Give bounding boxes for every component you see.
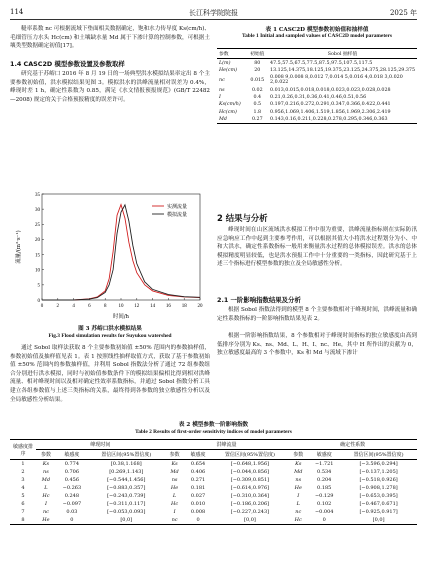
table-row (217, 116, 417, 124)
t2-cell: 0.654 (190, 461, 206, 467)
t2-cell: [−0.544,1.456] (107, 477, 146, 483)
t2-sub-ci: 置信区间(95%置信度) (88, 450, 165, 460)
t2-cell: Ks (171, 461, 178, 467)
t1-cell-sobol: 0.956,1.069,1.406,1.519,1.856,1.969,2.306,2.419 (270, 109, 391, 115)
t2-cell-rank: 3 (21, 477, 25, 483)
x-tick-label: 14 (150, 304, 156, 309)
t2-cell: Md (41, 477, 51, 483)
x-tick-label: 16 (165, 304, 171, 309)
x-tick-label: 8 (103, 304, 107, 309)
right-paragraph-2: 根据 Sobol 指数法得到的模型 8 个主要参数相对于峰现时间，洪峰流量和确定性系数指标的一阶影响指数结果见表 2。 (217, 307, 417, 322)
t2-cell: I (173, 509, 176, 515)
x-axis-label: 时间/h (112, 314, 130, 320)
table-row (217, 94, 417, 101)
t2-cell: −0.263 (62, 485, 82, 491)
t2-cell-rank: 2 (21, 469, 25, 475)
table-1-caption-en: Table 1 Initial and sampled values of CASC2D model parameters (242, 33, 392, 39)
t2-cell: I (44, 501, 47, 507)
table-row (10, 476, 417, 484)
t1-cell-sobol: 0.143,0.16,0.211,0.228,0.278,0.295,0.346,0.363 (268, 116, 417, 124)
figure-3-caption-en: Fig.3 Flood simulation results for Suyukou watershed (48, 333, 172, 339)
y-tick-label: 20 (35, 238, 40, 244)
t2-cell: [−0.309,0.851] (230, 477, 270, 483)
t1-cell-param: Ks(cm/h) (219, 102, 241, 108)
legend-label-1: 模拟流量 (167, 211, 188, 218)
t2-cell: [−0.137,1.205] (359, 469, 398, 475)
t2-cell: He (294, 485, 302, 491)
t1-cell-param: Hc(cm) (219, 109, 237, 115)
t2-cell: −0.097 (62, 501, 82, 507)
t2-cell-rank: 6 (21, 501, 25, 507)
t2-cell: 0.008 (190, 509, 206, 515)
y-tick-label: 15 (35, 253, 40, 259)
t2-cell: [−0.925,0.917] (359, 509, 398, 515)
t2-sub-sens: 敏感度 (56, 450, 88, 460)
t2-cell: 0.102 (317, 501, 332, 507)
t2-cell: Hc (171, 501, 179, 507)
t2-cell: I (297, 493, 300, 499)
series-line-1 (42, 205, 200, 300)
table-row (10, 484, 417, 492)
t2-cell: [−0.053,0.093] (107, 509, 146, 515)
t2-cell-rank: 5 (21, 493, 25, 499)
t2-cell: [0,0] (212, 516, 289, 525)
t2-cell: [−0.227,0.243] (230, 509, 270, 515)
plot-frame (42, 194, 200, 300)
t2-sub-param: 参数 (288, 450, 308, 460)
journal-name: 长江科学院院报 (189, 9, 238, 17)
t1-cell-initial: 0.5 (253, 102, 262, 108)
t2-cell: 0.027 (190, 493, 206, 499)
t2-cell: [−0.518,0.926] (359, 477, 398, 483)
t1-cell-param: He(cm) (219, 67, 238, 73)
t2-cell: [−0.311,0.117] (107, 501, 146, 507)
t2-cell: nc (295, 509, 302, 515)
table-2-caption-en: Table 2 Results of first-order sensitivity indices of model parameters (135, 429, 292, 435)
t2-cell: L (172, 493, 177, 499)
table-row (217, 74, 417, 86)
table-row (217, 67, 417, 74)
x-tick-label: 2 (56, 304, 60, 309)
t2-cell: −0.004 (314, 509, 334, 515)
t2-sub-param: 参数 (165, 450, 185, 460)
t2-cell: −0.129 (314, 493, 334, 499)
t1-cell-sobol: 0.21,0.26,0.31,0.36,0.41,0.46,0.51,0.56 (270, 95, 367, 101)
x-tick-label: 18 (181, 304, 187, 309)
table-2-caption-cn: 表 2 模型参数一阶影响指数 (178, 422, 249, 428)
t2-cell-rank: 7 (21, 509, 25, 515)
t2-sub-param: 参数 (36, 450, 56, 460)
t2-cell: 0.456 (64, 477, 80, 483)
table-1 (217, 48, 417, 124)
t2-cell-rank: 8 (10, 516, 36, 525)
t2-cell: ns (295, 477, 302, 483)
t1-cell-initial: 1.8 (253, 109, 262, 115)
t2-cell: ns (171, 477, 178, 483)
t2-cell: 0 (185, 516, 212, 525)
t2-cell: 0 (56, 516, 88, 525)
t2-cell: [−0.044,0.856] (230, 469, 270, 475)
t2-cell: [−0.908,1.278] (359, 485, 398, 491)
t2-cell: L (296, 501, 300, 507)
x-tick-label: 10 (118, 304, 124, 309)
t1-header-initial: 初始值 (247, 49, 269, 59)
t1-cell-initial: 20 (254, 67, 261, 73)
table-row (10, 460, 417, 469)
section-1-4-heading: 1.4 CASC2D 模型参数设置及参数取样 (10, 60, 125, 68)
t2-cell: 0.271 (190, 477, 206, 483)
t2-cell: Md (170, 469, 179, 475)
t2-cell: nc (42, 509, 49, 515)
table-row (10, 468, 417, 476)
t2-cell: 0.03 (66, 509, 78, 515)
t2-cell-rank: 4 (21, 485, 25, 491)
table-row (10, 500, 417, 508)
t2-header-rank: 敏感度排序 (10, 440, 36, 460)
t2-cell: L (44, 485, 48, 491)
t2-cell: [−0.467,0.671] (359, 501, 398, 507)
t2-sub-sens: 敏感度 (308, 450, 340, 460)
t2-cell: −1.721 (314, 461, 334, 467)
t2-sub-sens: 敏感度 (185, 450, 212, 460)
y-tick-label: 0 (37, 298, 40, 304)
section-2-1-heading: 2.1 一阶影响指数结果及分析 (217, 296, 301, 304)
table-2 (10, 439, 417, 525)
t2-cell: Hc (288, 516, 308, 525)
t1-cell-initial: 0.02 (251, 87, 263, 93)
t2-cell: 0.248 (64, 493, 80, 499)
left-paragraph-3: 通过 Sobol 取样法获取 8 个主要参数初始值 ±50% 范围内的参数抽样值，参数初始值及抽样值见表 1。表 1 按照线性抽样取值方式，获取了基于参数初始值 ±50% 范围内的参数抽样值，并利用 Sobol 指数法分析了通过 72 组参数组合分别进行洪水模拟，同时与初始值参数条件下的模拟结果偏相比得到相对洪峰流量、相对峰现时间以及相对确定性效率系数指标，并通过 Sobol 指数分析工具建立各组参数值与上述三类指标的关系，最终得到各参数的独立敏感性分析以及全局敏感性分析结果。 (10, 345, 210, 403)
t1-cell-sobol: 47.5,57.5,67.5,77.5,87.5,97.5,107.5,117.5 (270, 60, 373, 66)
t2-cell: 0.204 (317, 477, 332, 483)
right-paragraph-3: 根据一阶影响指数结果，8 个参数相对于峰现时间指标的独立敏感度由高到低排序分别为 Ks、ns、Md、L、H、I、nc、He，其中 H 所作出的贡献为 0，独立敏感度最高的 3 个参数中，Ks 和 Md 与流域下渗计 (217, 333, 417, 357)
series-line-0 (42, 205, 200, 300)
right-paragraph-1: 峰现时间在山区流域洪水模拟工作中很为重要，洪峰流量指标则在实际防汛应急响应工作中起到主要参考作用，可以根据其值大小将洪水过程划分为小、中和大洪水，确定性系数指标一般用来衡量洪水过程的总体模拟误差。洪水的总体模拟精度明显较低，也是洪水预报工作中十分重要的一类指标，因此研究基于上述三个指标进行模型参数的独立及全局敏感性分析。 (217, 227, 417, 268)
t2-cell: [0,0] (88, 516, 165, 525)
table-row (217, 101, 417, 108)
t1-cell-sobol: 0.197,0.216,0.272,0.291,0.347,0.366,0.422,0.441 (270, 102, 391, 108)
t2-cell: ns (43, 469, 49, 475)
y-tick-label: 25 (35, 223, 40, 229)
t2-cell: 0.406 (190, 469, 206, 475)
header-rule (10, 19, 417, 20)
section-2-heading: 2 结果与分析 (217, 213, 268, 223)
t2-cell: 0.706 (64, 469, 80, 475)
y-tick-label: 10 (35, 268, 40, 274)
t2-cell: 0.181 (190, 485, 206, 491)
table-row (10, 508, 417, 516)
t1-cell-param: L(m) (219, 60, 231, 66)
t1-cell-initial: 0.015 (250, 77, 265, 83)
t2-cell: [−0.883,0.357] (107, 485, 146, 491)
t2-cell: He (36, 516, 56, 525)
t1-cell-sobol: 0.008 9,0.008 8,0.012 7,0.014 5,0.016 4,0.018 3,0.020 2,0.022 (270, 75, 403, 86)
t1-cell-sobol: 0.013,0.015,0.018,0.018,0.023,0.023,0.028,0.028 (270, 87, 391, 93)
t1-cell-initial: 0.27 (247, 116, 269, 124)
t2-cell: Md (294, 469, 303, 475)
t2-cell: 0.774 (64, 461, 80, 467)
t2-cell: Ks (295, 461, 302, 467)
left-paragraph-2: 研究基于苏峪口 2016 年 8 月 19 日的一场典型洪水模拟结果率定出 8 个主要参数初始值，洪水模拟结果见图 3。模拟洪水的洪峰流量相对误差为 0.4%，峰现时差 1 h，确定性系数为 0.85，满足《水文情报预报规范》(GB/T 22482—2008) 规定的关于合格预报精度的误差许可。 (10, 71, 210, 103)
t2-cell: [−0.310,0.364] (230, 493, 270, 499)
flood-hydrograph-chart (12, 188, 208, 324)
table-row (10, 516, 417, 525)
t1-header-sobol: Sobol 抽样值 (268, 49, 417, 59)
y-axis-label: 流量/(m³·s⁻¹) (16, 230, 22, 264)
t1-cell-param: I (219, 95, 221, 101)
t2-cell: 0.185 (317, 485, 332, 491)
t1-cell-param: Md (217, 116, 247, 124)
t2-cell: [−0.186,0.206] (230, 501, 270, 507)
t2-cell: [−0.243,0.739] (107, 493, 146, 499)
t2-cell: [0,0] (340, 516, 417, 525)
year: 2025 年 (389, 9, 417, 17)
x-tick-label: 12 (134, 304, 140, 309)
t1-cell-param: ns (219, 87, 225, 93)
t1-cell-initial: 80 (254, 60, 261, 66)
t1-cell-initial: 0.4 (253, 95, 262, 101)
table-row (10, 492, 417, 500)
left-paragraph-1: 糙率系数 nc 可根据流域下垫面相关数据确定，饱和水力传导度 Ks(cm/h)、毛细管压力水头 Hc(cm) 和土壤缺水量 Md 属于下渗计算的控制参数，可根据土壤类型数据确定初值[17]。 (10, 26, 210, 50)
x-tick-label: 20 (197, 304, 203, 309)
table-row (217, 87, 417, 94)
x-tick-label: 0 (40, 304, 44, 309)
t2-cell: [−0.648,1.956] (230, 461, 270, 467)
y-tick-label: 30 (35, 207, 40, 213)
t2-cell: [−0.614,0.976] (230, 485, 270, 491)
t2-cell: 0.010 (190, 501, 206, 507)
x-tick-label: 4 (72, 304, 75, 309)
page-number: 114 (10, 8, 24, 16)
table-row (217, 59, 417, 67)
t2-header-peak-flow: 洪峰流量 (165, 440, 289, 450)
t2-cell: [0.269,1.143] (109, 469, 144, 475)
t1-cell-param: nc (219, 77, 225, 83)
figure-3-caption-cn: 图 3 苏峪口洪水模拟结果 (78, 326, 142, 332)
t2-cell: [−0.653,0.395] (359, 493, 398, 499)
figure-3 (12, 188, 208, 324)
t2-cell: [0.38,1.168] (110, 461, 142, 467)
y-tick-label: 5 (37, 283, 40, 289)
table-1-caption-cn: 表 1 CASC2D 模型参数初始值和抽样值 (265, 27, 369, 33)
t1-cell-sobol: 13.125,14.375,18.125,19.375,23.125,24.375,28.125,29.375 (270, 67, 415, 73)
t2-cell: 0 (308, 516, 340, 525)
x-tick-label: 6 (88, 304, 91, 309)
legend-label-0: 实测流量 (167, 203, 188, 210)
t2-header-nse: 确定性系数 (288, 440, 417, 450)
t2-sub-ci: 置信区间(95%置信度) (212, 450, 289, 460)
t1-header-param: 参数 (217, 49, 247, 59)
t2-cell: [−3.596,0.294] (359, 461, 398, 467)
t2-cell: Hc (42, 493, 50, 499)
table-row (217, 109, 417, 116)
t2-sub-ci: 置信区间(95%置信度) (340, 450, 417, 460)
y-tick-label: 35 (35, 192, 40, 198)
t2-cell-rank: 1 (21, 461, 25, 467)
t2-cell: nc (165, 516, 185, 525)
t2-cell: 0.534 (317, 469, 332, 475)
t2-header-peak-time: 峰现时间 (36, 440, 165, 450)
t2-cell: He (170, 485, 179, 491)
t2-cell: Ks (42, 461, 50, 467)
